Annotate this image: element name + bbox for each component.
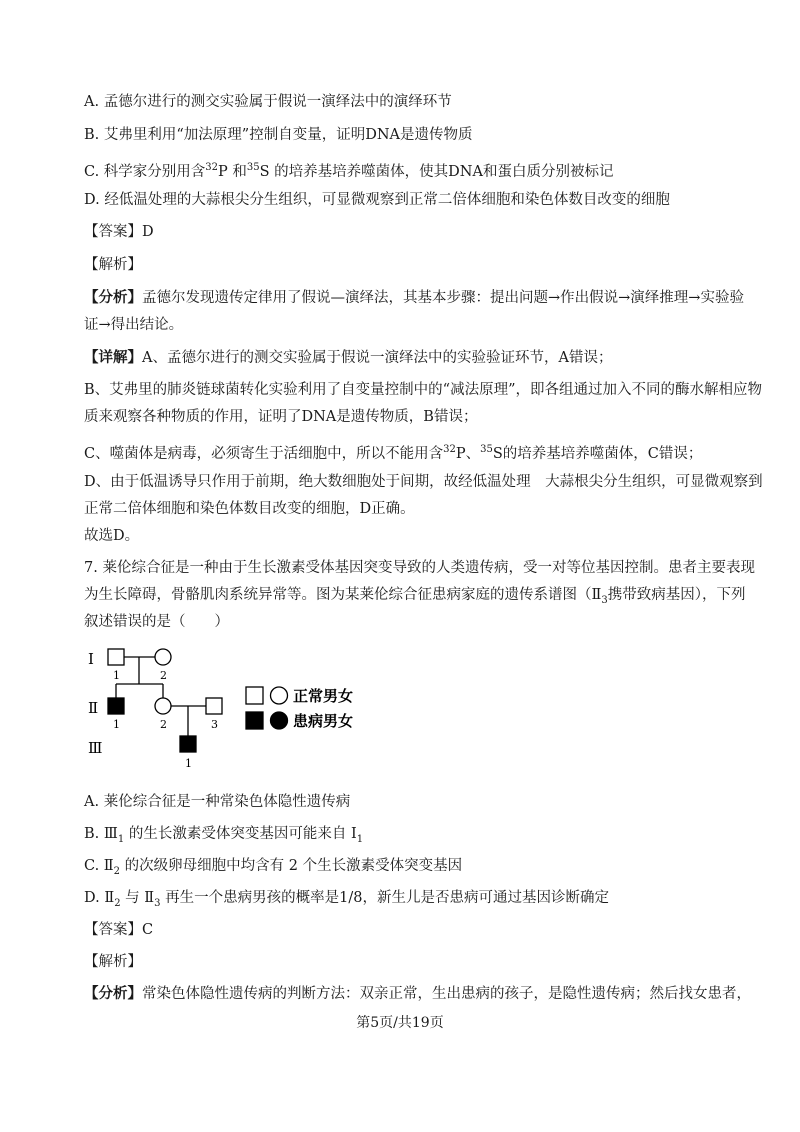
q7-option-c: C. $Ⅱ_2$ 的次级卵母细胞中均含有 2 个生长激素受体突变基因	[84, 858, 463, 877]
legend-normal-female-symbol	[271, 687, 288, 704]
ii3-normal-male	[206, 698, 222, 714]
generation-label-ii: Ⅱ	[88, 699, 99, 717]
legend-affected-label: 患病男女	[293, 712, 354, 730]
legend-affected-male-symbol	[246, 712, 263, 729]
q7-option-d: D. $Ⅱ_2$ 与 $Ⅱ_3$ 再生一个患病男孩的概率是1/8，新生儿是否患病可通过基因诊断确定	[84, 890, 609, 909]
q6-detail-b-line-1: B、艾弗里的肺炎链球菌转化实验利用了自变量控制中的“减法原理”，即各组通过加入不同的酶水解相应物	[84, 382, 762, 398]
legend-affected-female-symbol	[271, 712, 288, 729]
generation-label-i: Ⅰ	[88, 650, 94, 668]
q6-option-c: C. 科学家分别用含$^{32}$P 和$^{35}$S 的培养基培养噬菌体，使其DNA和蛋白质分别被标记	[84, 162, 614, 180]
q7-option-a: A. 莱伦综合征是一种常染色体隐性遗传病	[84, 794, 351, 810]
ii3-number: 3	[211, 718, 218, 731]
ii1-number: 1	[113, 718, 120, 731]
q6-conclusion: 故选D。	[84, 528, 140, 544]
q6-detail-d-line-2: 正常二倍体细胞和染色体数目改变的细胞，D正确。	[84, 501, 415, 517]
q6-fenxi-line-1: 【分析】孟德尔发现遗传定律用了假说—演绎法，其基本步骤：提出问题→作出假说→演绎推理→实验验	[84, 289, 744, 306]
q6-answer: 【答案】D	[84, 224, 154, 240]
i2-number: 2	[160, 669, 167, 682]
q7-stem-line-3: 叙述错误的是（ ）	[84, 614, 229, 630]
ii1-affected-male	[108, 698, 124, 714]
q6-fenxi-line-2: 证→得出结论。	[84, 317, 184, 333]
q7-option-b: B. $Ⅲ_1$ 的生长激素受体突变基因可能来自 $Ⅰ_1$	[84, 826, 364, 845]
ii2-number: 2	[160, 718, 167, 731]
q6-option-b: B. 艾弗里利用“加法原理”控制自变量，证明DNA是遗传物质	[84, 127, 473, 143]
generation-label-iii: Ⅲ	[88, 739, 103, 757]
q6-detail-d-line-1: D、由于低温诱导只作用于前期，绝大数细胞处于间期，故经低温处理 大蒜根尖分生组织，可显微观察到	[84, 474, 763, 490]
iii1-number: 1	[185, 757, 192, 770]
q6-option-d: D. 经低温处理的大蒜根尖分生组织，可显微观察到正常二倍体细胞和染色体数目改变的细胞	[84, 192, 670, 208]
legend-normal-label: 正常男女	[293, 687, 354, 705]
q7-stem-line-2: 为生长障碍，骨骼肌肉系统异常等。图为某莱伦综合征患病家庭的遗传系谱图（$Ⅱ_3$携带致病基因），下列	[84, 587, 746, 606]
q6-analysis-tag: 【解析】	[84, 257, 142, 273]
q6-detail-b-line-2: 质来观察各种物质的作用，证明了DNA是遗传物质，B错误；	[84, 409, 478, 425]
q7-answer: 【答案】C	[84, 922, 154, 938]
q6-detail-a: 【详解】A、孟德尔进行的测交实验属于假说一演绎法中的实验验证环节，A错误；	[84, 349, 613, 366]
i1-normal-male	[108, 649, 124, 665]
i1-number: 1	[113, 669, 120, 682]
q7-stem-line-1: 7. 莱伦综合征是一种由于生长激素受体基因突变导致的人类遗传病，受一对等位基因控制。患者主要表现	[84, 560, 755, 576]
pedigree-chart	[80, 640, 400, 775]
page-footer: 第5页/共19页	[356, 1015, 444, 1031]
ii2-normal-female	[155, 698, 171, 714]
legend-normal-male-symbol	[246, 687, 263, 704]
i2-normal-female	[155, 649, 171, 665]
iii1-affected-male	[180, 736, 196, 752]
q6-detail-c: C、噬菌体是病毒，必须寄生于活细胞中，所以不能用含$^{32}$P、$^{35}$S的培养基培养噬菌体，C错误；	[84, 444, 703, 462]
q7-analysis-tag: 【解析】	[84, 954, 142, 970]
q7-fenxi-line-1: 【分析】常染色体隐性遗传病的判断方法：双亲正常，生出患病的孩子，是隐性遗传病；然后找女患者，	[84, 985, 751, 1002]
q6-option-a: A. 孟德尔进行的测交实验属于假说一演绎法中的演绎环节	[84, 94, 452, 110]
